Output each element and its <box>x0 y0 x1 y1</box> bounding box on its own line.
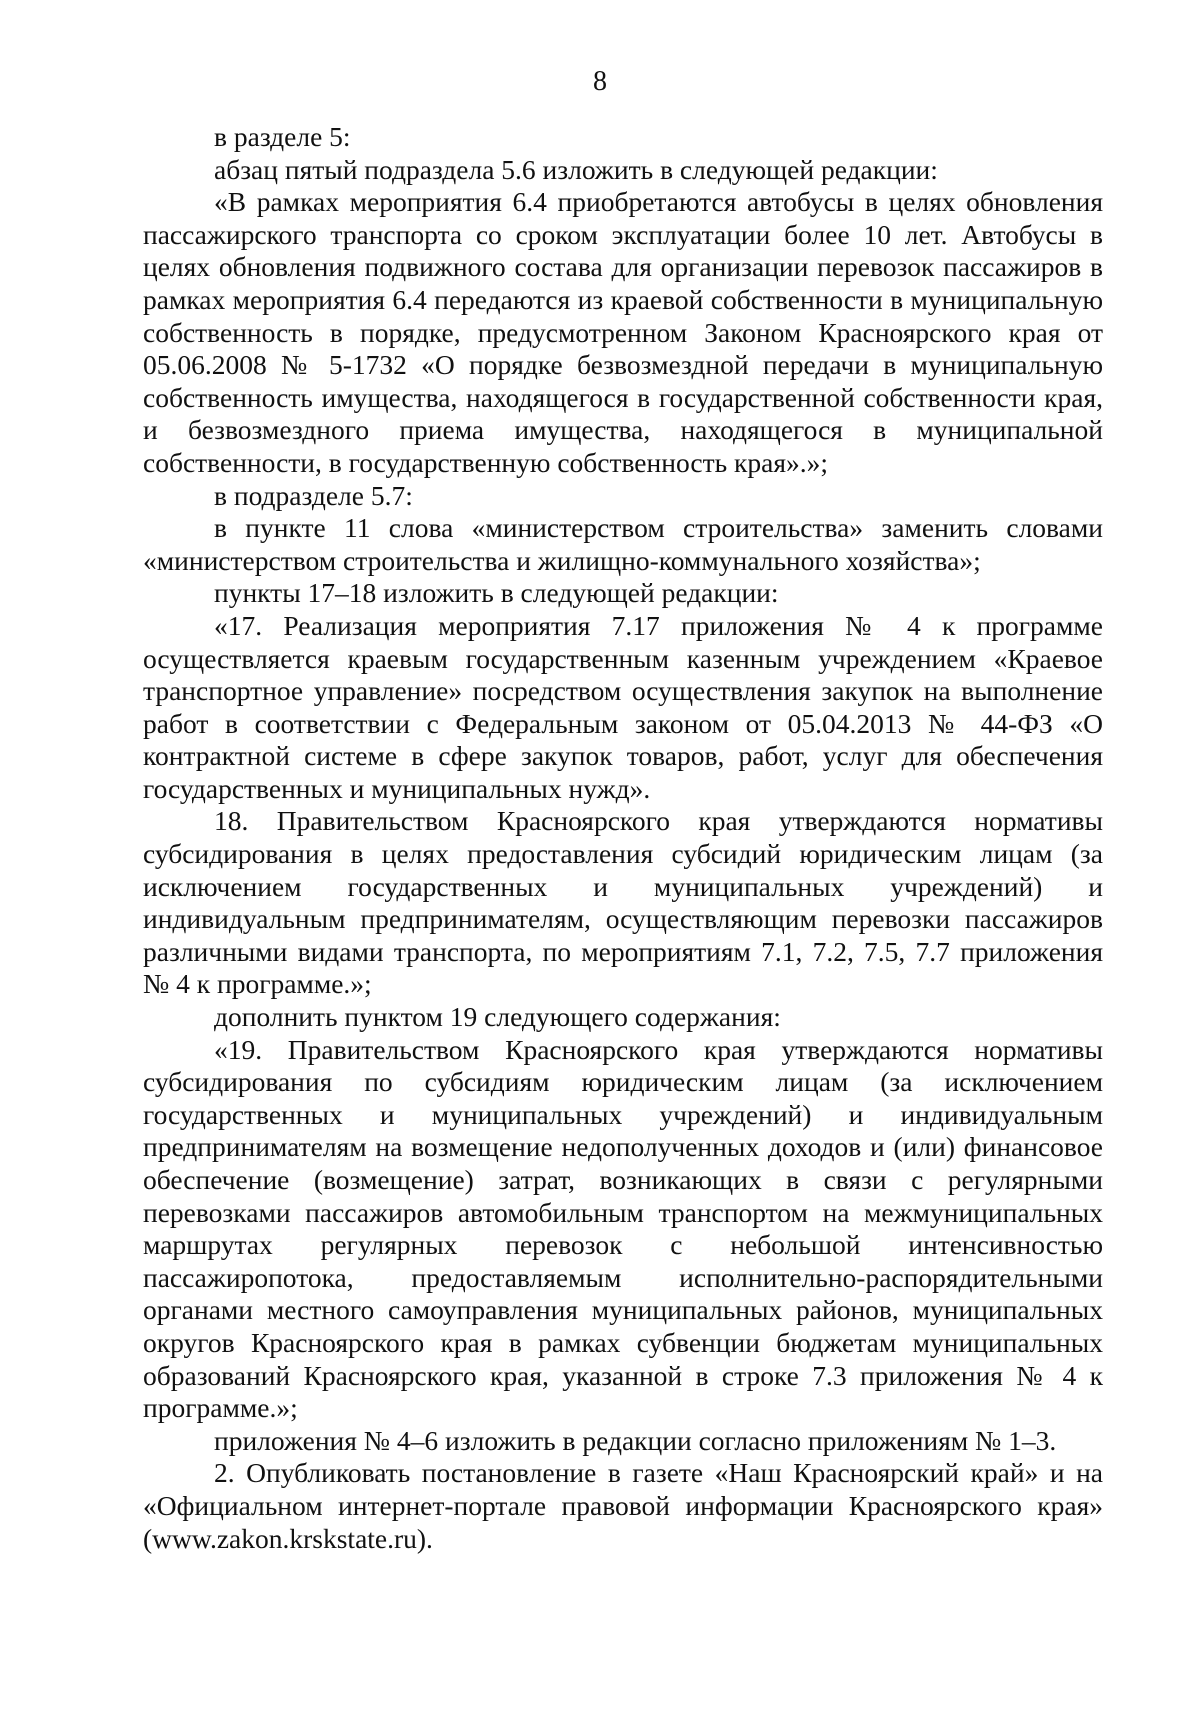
page-number: 8 <box>593 66 607 97</box>
paragraph-item-17: «17. Реализация мероприятия 7.17 приложения № 4 к программе осуществляется краевым государственным казенным учреждением «Краевое транспортное управление» посредством осуществления закупок на выполнение работ в соответствии с Федеральным законом от 05.04.2013 № 44-ФЗ «О контрактной системе в сфере закупок товаров, работ, услуг для обеспечения государственных и муниципальных нужд». <box>143 609 1103 804</box>
paragraph-items-17-18-instruction: пункты 17–18 изложить в следующей редакции: <box>214 577 779 609</box>
paragraph-subsection-5-6-instruction: абзац пятый подраздела 5.6 изложить в следующей редакции: <box>214 153 938 185</box>
paragraph-appendices-instruction: приложения № 4–6 изложить в редакции согласно приложениям № 1–3. <box>214 1424 1057 1456</box>
paragraph-item-11-replacement: в пункте 11 слова «министерством строительства» заменить словами «министерством строительства и жилищно-коммунального хозяйства»; <box>143 512 1103 576</box>
paragraph-item-18: 18. Правительством Красноярского края утверждаются нормативы субсидирования в целях предоставления субсидий юридическим лицам (за исключением государственных и муниципальных учреждений) и индивидуальным предпринимателям, осуществляющим перевозки пассажиров различными видами транспорта, по мероприятиям 7.1, 7.2, 7.5, 7.7 приложения № 4 к программе.»; <box>143 805 1103 1000</box>
paragraph-subsection-5-7-heading: в подразделе 5.7: <box>214 479 413 511</box>
document-body <box>143 121 1103 1555</box>
paragraph-section-5-heading: в разделе 5: <box>214 121 351 152</box>
paragraph-item-19-instruction: дополнить пунктом 19 следующего содержания: <box>214 1001 781 1033</box>
paragraph-measure-6-4-text: «В рамках мероприятия 6.4 приобретаются автобусы в целях обновления пассажирского транспорта со сроком эксплуатации более 10 лет. Автобусы в целях обновления подвижного состава для организации перевозок пассажиров в рамках мероприятия 6.4 передаются из краевой собственности в муниципальную собственность в порядке, предусмотренном Законом Красноярского края от 05.06.2008 № 5-1732 «О порядке безвозмездной передачи в муниципальную собственность имущества, находящегося в государственной собственности края, и безвозмездного приема имущества, находящегося в муниципальной собственности, в государственную собственность края».»; <box>143 186 1103 478</box>
paragraph-publication-clause: 2. Опубликовать постановление в газете «Наш Красноярский край» и на «Официальном интернет-портале правовой информации Красноярского края» (www.zakon.krskstate.ru). <box>143 1457 1103 1554</box>
paragraph-item-19: «19. Правительством Красноярского края утверждаются нормативы субсидирования по субсидиям юридическим лицам (за исключением государственных и муниципальных учреждений) и индивидуальным предпринимателям на возмещение недополученных доходов и (или) финансовое обеспечение (возмещение) затрат, возникающих в связи с регулярными перевозками пассажиров автомобильным транспортом на межмуниципальных маршрутах регулярных перевозок с небольшой интенсивностью пассажиропотока, предоставляемым исполнительно-распорядительными органами местного самоуправления муниципальных районов, муниципальных округов Красноярского края в рамках субвенции бюджетам муниципальных образований Красноярского края, указанной в строке 7.3 приложения № 4 к программе.»; <box>143 1033 1103 1424</box>
